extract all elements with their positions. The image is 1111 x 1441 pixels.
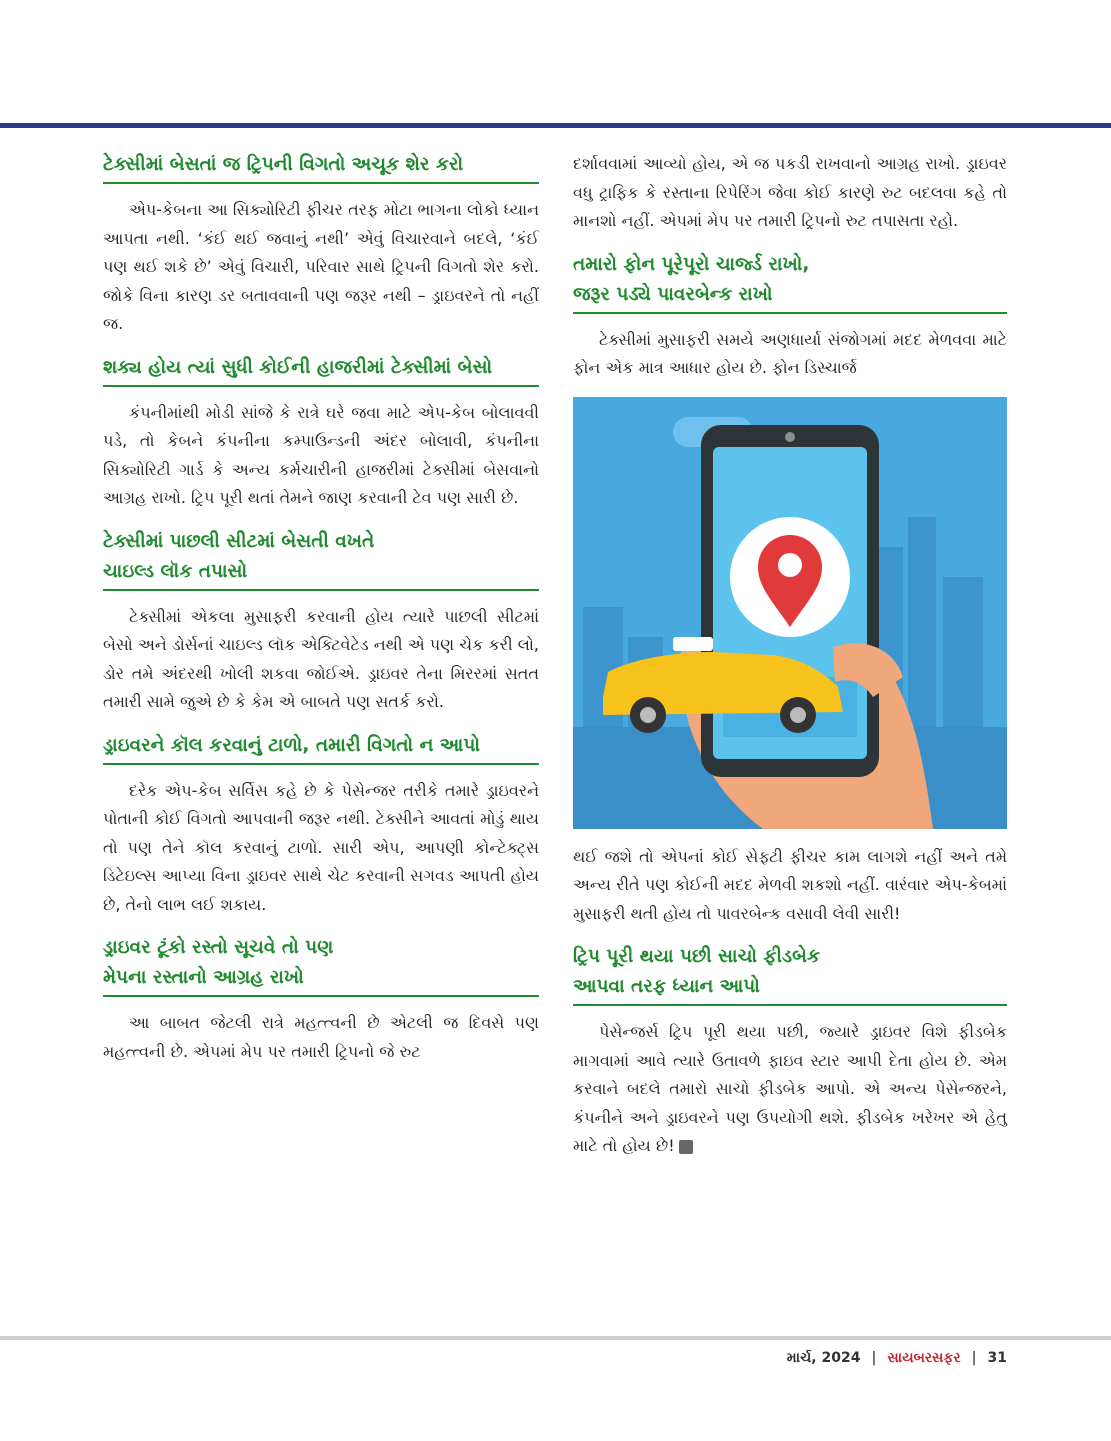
heading-feedback-line2: આપવા તરફ ધ્યાન આપો <box>573 972 1007 1006</box>
heading-map-route-line1: ડ્રાઇવર ટૂંકો રસ્તો સૂચવે તો પણ <box>103 937 334 958</box>
para-discharge-continued: થઈ જશે તો એપનાં કોઈ સેફ્ટી ફીચર કામ લાગશે નહીં અને તમે અન્ય રીતે પણ કોઈની મદદ મેળવી શકશો નહીં. વારંવાર એપ-કેબમાં મુસાફરી થતી હોય તો પાવરબેન્ક વસાવી લેવી સારી! <box>573 846 1007 923</box>
para-map-route: આ બાબત જેટલી રાત્રે મહત્ત્વની છે એટલી જ દિવસે પણ મહત્ત્વની છે. એપમાં મેપ પર તમારી ટ્રિપનો જે રુટ <box>103 1013 539 1061</box>
para-board-in-presence: કંપનીમાંથી મોડી સાંજે કે રાત્રે ઘરે જવા માટે એપ-કેબ બોલાવવી પડે, તો કેબને કંપનીના કમ્પાઉન્ડની અંદર બોલાવી, કંપનીના સિક્યોરિટી ગાર્ડ કે અન્ય કર્મચારીની હાજરીમાં ટેક્સીમાં બેસવાનો આગ્રહ રાખો. ટ્રિપ પૂરી થતાં તેમને જાણ કરવાની ટેવ પણ સારી છે. <box>103 402 539 507</box>
page-footer <box>787 1350 1007 1366</box>
heading-phone-charged <box>573 250 1007 280</box>
para-avoid-calling: દરેક એપ-કેબ સર્વિસ કહે છે કે પેસેન્જર તરીકે તમારે ડ્રાઇવરને પોતાની કોઈ વિગતો આપવાની જરૂર નથી. ટેક્સીને આવતાં મોડું થાય તો પણ તેને કૉલ કરવાનું ટાળો. સારી એપ, આપણી કોન્ટેક્ટ્સ ડિટેઇલ્સ આપ્યા વિના ડ્રાઇવર સાથે ચેટ કરવાની સગવડ આપતી હોય છે, તેનો લાભ લઈ શકાય. <box>103 780 539 914</box>
bottom-rule <box>0 1336 1111 1340</box>
heading-avoid-calling: ડ્રાઇવરને કૉલ કરવાનું ટાળો, તમારી વિગતો ન આપો <box>103 731 539 765</box>
top-rule <box>0 123 1111 128</box>
end-mark-icon <box>679 1140 693 1154</box>
footer-brand: સાયબરસફર <box>887 1350 961 1366</box>
heading-phone-charged-line2: જરૂર પડ્યે પાવરબેન્ક રાખો <box>573 280 1007 314</box>
heading-board-in-presence: શક્ય હોય ત્યાં સુધી કોઈની હાજરીમાં ટેક્સીમાં બેસો <box>103 353 539 387</box>
heading-phone-charged-line1: તમારો ફોન પૂરેપૂરો ચાર્જ્ડ રાખો, <box>573 253 810 275</box>
footer-separator: | <box>871 1350 877 1366</box>
heading-child-lock-line2: ચાઇલ્ડ લૉક તપાસો <box>103 557 539 591</box>
para-child-lock: ટેક્સીમાં એકલા મુસાફરી કરવાની હોય ત્યારે પાછલી સીટમાં બેસો અને ડોર્સનાં ચાઇલ્ડ લૉક એક્ટિવેટેડ નથી એ પણ ચેક કરી લો, ડોર તમે અંદરથી ખોલી શકવા જોઈએ. ડ્રાઇવર તેના મિરરમાં સતત તમારી સામે જુએ છે કે કેમ એ બાબતે પણ સતર્ક કરો. <box>103 606 539 711</box>
heading-child-lock <box>103 527 539 557</box>
footer-separator: | <box>971 1350 977 1366</box>
heading-child-lock-line1: ટેક્સીમાં પાછલી સીટમાં બેસતી વખતે <box>103 530 375 552</box>
heading-feedback <box>573 942 1007 972</box>
para-feedback-text: પેસેન્જર્સ ટ્રિપ પૂરી થયા પછી, જ્યારે ડ્રાઇવર વિશે ફીડબેક માગવામાં આવે ત્યારે ઉતાવળે ફાઇવ સ્ટાર આપી દેતા હોય છે. એમ કરવાને બદલે તમારો સાચો ફીડબેક આપો. એ અન્ય પેસેન્જરને, કંપનીને અને ડ્રાઇવરને પણ ઉપયોગી થશે. ફીડબેક ખરેખર એ હેતુ માટે તો હોય છે! <box>573 1022 1007 1155</box>
heading-feedback-line1: ટ્રિપ પૂરી થયા પછી સાચો ફીડબેક <box>573 946 821 967</box>
para-phone-charged: ટેક્સીમાં મુસાફરી સમયે અણધાર્યા સંજોગમાં મદદ મેળવવા માટે ફોન એક માત્ર આધાર હોય છે. ફોન ડિસ્ચાર્જ <box>573 329 1007 377</box>
right-column <box>573 150 1007 1161</box>
left-column <box>103 150 539 1066</box>
para-share-trip: એપ-કેબના આ સિક્યોરિટી ફીચર તરફ મોટા ભાગના લોકો ધ્યાન આપતા નથી. ‘કંઈ થઈ જવાનું નથી’ એવું વિચારવાને બદલે, ‘કંઈ પણ થઈ શકે છે’ એવું વિચારી, પરિવાર સાથે ટ્રિપની વિગતો શેર કરો. જોકે વિના કારણ ડર બતાવવાની પણ જરૂર નથી – ડ્રાઇવરને તો નહીં જ. <box>103 200 539 333</box>
heading-map-route-line2: મેપના રસ્તાનો આગ્રહ રાખો <box>103 963 539 997</box>
page-number: 31 <box>987 1350 1007 1366</box>
para-route-continued: દર્શાવવામાં આવ્યો હોય, એ જ પકડી રાખવાનો આગ્રહ રાખો. ડ્રાઇવર વધુ ટ્રાફિક કે રસ્તાના રિપેરિંગ જેવા કોઈ કારણે રુટ બદલવા કહે તો માનશો નહીં. એપમાં મેપ પર તમારી ટ્રિપનો રુટ તપાસતા રહો. <box>573 154 1007 230</box>
taxi-app-illustration <box>573 397 1007 829</box>
para-feedback <box>573 1018 1007 1161</box>
heading-share-trip: ટેક્સીમાં બેસતાં જ ટ્રિપની વિગતો અચૂક શેર કરો <box>103 150 539 184</box>
heading-map-route <box>103 933 539 963</box>
footer-date: માર્ચ, 2024 <box>786 1350 861 1366</box>
